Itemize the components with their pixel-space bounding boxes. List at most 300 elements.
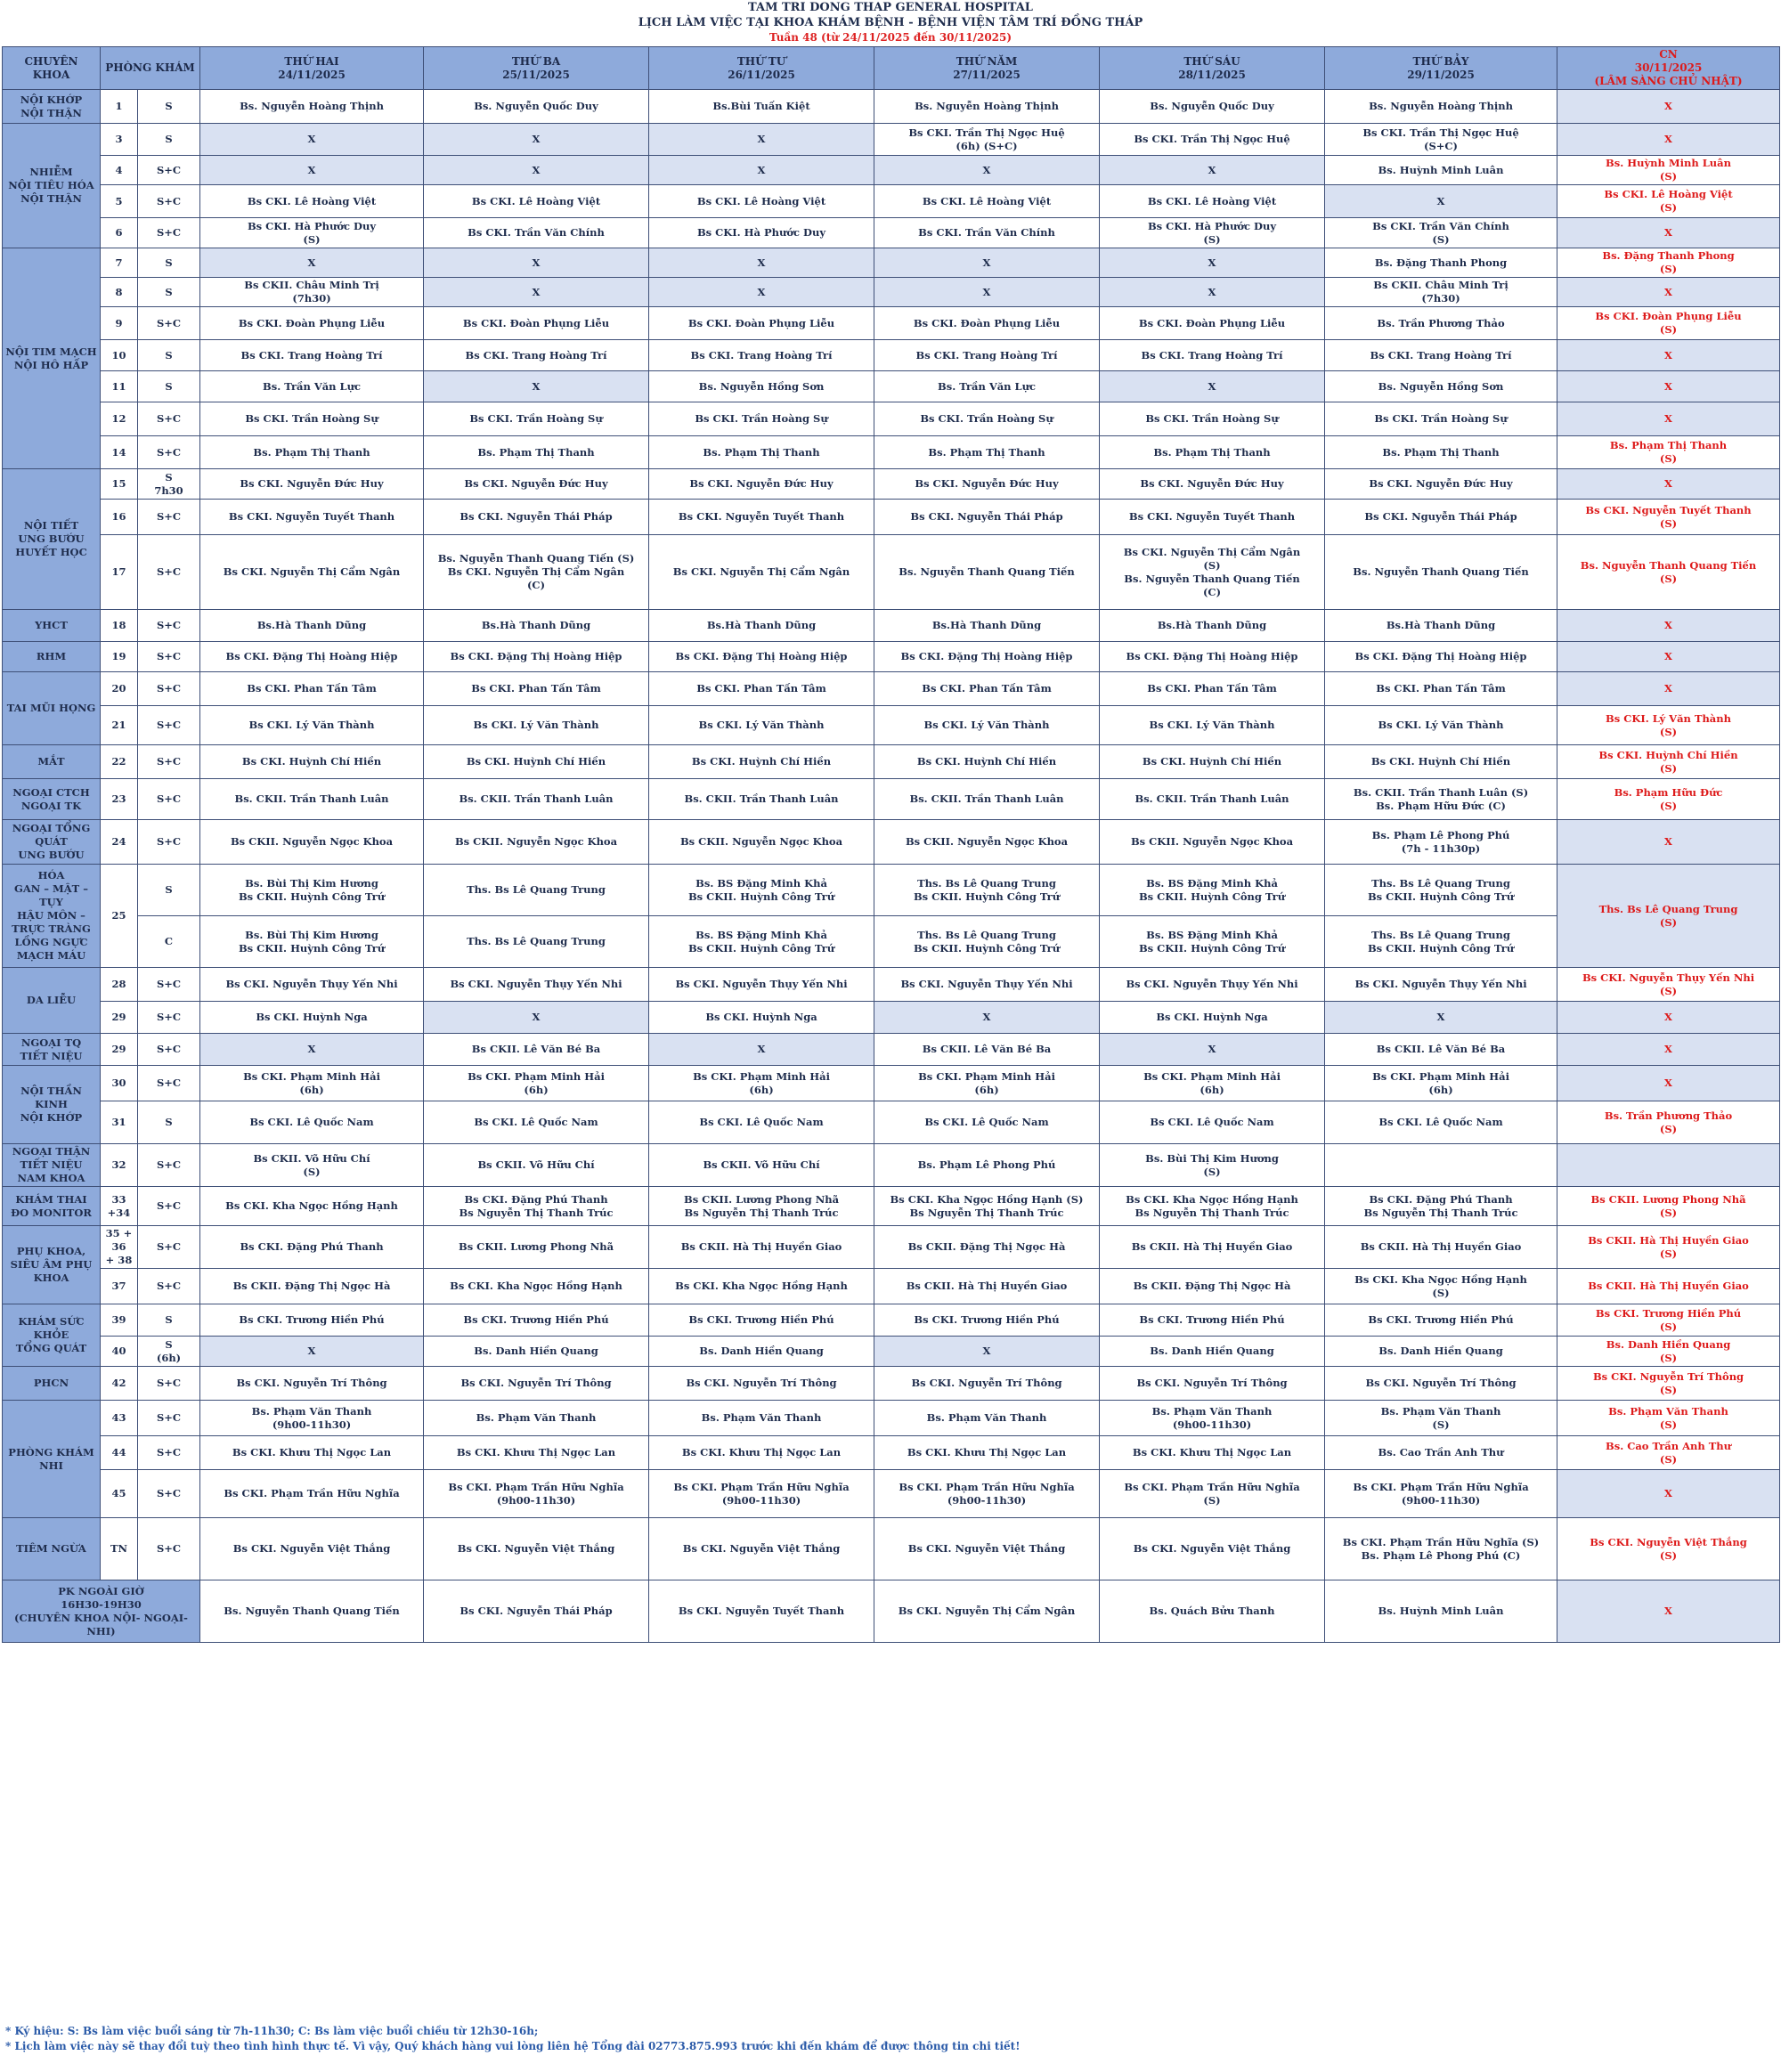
doctor-cell: Bs.Hà Thanh Dũng [874,610,1100,642]
col-header-specialty: CHUYÊN KHOA [3,47,101,90]
doctor-cell: Bs CKII. Võ Hữu Chí [424,1144,649,1187]
room-number: 44 [101,1436,138,1470]
col-header-day: THỨ SÁU 28/11/2025 [1100,47,1325,90]
doctor-cell: X [649,124,874,156]
doctor-cell: Bs. Danh Hiền Quang [1325,1337,1557,1367]
room-number: 40 [101,1337,138,1367]
specialty-cell: TAI MŨI HỌNG [3,672,101,745]
doctor-cell: X [424,278,649,307]
doctor-cell: Bs. Phạm Văn Thanh (9h00-11h30) [1100,1401,1325,1436]
room-number: 18 [101,610,138,642]
doctor-cell: Bs CKI. Kha Ngọc Hồng Hạnh Bs Nguyễn Thị Thanh Trúc [1100,1187,1325,1226]
sunday-cell: Bs. Phạm Thị Thanh (S) [1557,436,1780,469]
sunday-cell: Bs CKI. Nguyễn Thụy Yến Nhi (S) [1557,968,1780,1002]
sunday-cell: Bs CKII. Hà Thị Huyền Giao [1557,1269,1780,1304]
doctor-cell: Bs. Bùi Thị Kim Hương (S) [1100,1144,1325,1187]
doctor-cell: Bs CKII. Lê Văn Bé Ba [424,1034,649,1066]
doctor-cell: Ths. Bs Lê Quang Trung [424,865,649,916]
doctor-cell: Bs CKI. Kha Ngọc Hồng Hạnh [200,1187,424,1226]
doctor-cell: Bs CKI. Đặng Thị Hoàng Hiệp [649,642,874,672]
table-row [3,865,1780,916]
doctor-cell: Bs. Nguyễn Hoàng Thịnh [1325,90,1557,124]
room-number: 10 [101,340,138,371]
room-number: 16 [101,500,138,535]
shift-cell: S [138,1101,200,1144]
doctor-cell: Bs CKI. Trần Hoàng Sự [874,402,1100,436]
doctor-cell: Bs CKI. Phan Tấn Tâm [874,672,1100,706]
col-header-day: THỨ HAI 24/11/2025 [200,47,424,90]
doctor-cell: Bs CKI. Nguyễn Trí Thông [1325,1367,1557,1401]
shift-cell: S+C [138,706,200,745]
specialty-cell: NGOẠI TQ TIẾT NIỆU [3,1034,101,1066]
table-row [3,278,1780,307]
doctor-cell: Bs. Bùi Thị Kim Hương Bs CKII. Huỳnh Công Trứ [200,865,424,916]
doctor-cell: Bs CKI. Trần Hoàng Sự [1325,402,1557,436]
doctor-cell: Bs CKI. Trần Thị Ngọc Huệ (6h) (S+C) [874,124,1100,156]
doctor-cell: X [1100,156,1325,185]
doctor-cell: Bs. Nguyễn Thanh Quang Tiến [200,1580,424,1643]
shift-cell: S+C [138,1401,200,1436]
sunday-cell: Bs. Huỳnh Minh Luân (S) [1557,156,1780,185]
room-number: 6 [101,218,138,248]
specialty-cell: YHCT [3,610,101,642]
doctor-cell: Bs CKI. Nguyễn Thị Cẩm Ngân [874,1580,1100,1643]
doctor-cell: Bs. Nguyễn Quốc Duy [424,90,649,124]
sunday-cell: X [1557,820,1780,865]
room-number: 30 [101,1066,138,1101]
table-row [3,1436,1780,1470]
doctor-cell: Bs CKI. Đặng Thị Hoàng Hiệp [1100,642,1325,672]
shift-cell: S+C [138,535,200,610]
doctor-cell: Bs CKI. Lý Văn Thành [1100,706,1325,745]
doctor-cell: Bs.Hà Thanh Dũng [1100,610,1325,642]
doctor-cell: X [200,248,424,278]
sunday-cell: Bs CKI. Nguyễn Trí Thông (S) [1557,1367,1780,1401]
doctor-cell: Bs CKI. Đoàn Phụng Liễu [874,307,1100,340]
room-number: 12 [101,402,138,436]
sunday-cell: X [1557,218,1780,248]
doctor-cell: Bs CKII. Nguyễn Ngọc Khoa [200,820,424,865]
table-row [3,820,1780,865]
doctor-cell: Bs. CKII. Trần Thanh Luân (S) Bs. Phạm Hữu Đức (C) [1325,779,1557,820]
doctor-cell: X [874,278,1100,307]
doctor-cell: Bs.Hà Thanh Dũng [649,610,874,642]
doctor-cell: X [649,1034,874,1066]
table-row [3,185,1780,218]
room-number: 7 [101,248,138,278]
doctor-cell: Bs CKI. Nguyễn Trí Thông [649,1367,874,1401]
room-number: 32 [101,1144,138,1187]
doctor-cell: Bs CKI. Phạm Trần Hữu Nghĩa (S) [1100,1470,1325,1518]
specialty-cell: HÓA GAN – MẬT – TỤY HẬU MÔN – TRỰC TRÀNG LỒNG NGỰC MẠCH MÁU [3,865,101,968]
room-number: 17 [101,535,138,610]
specialty-cell: KHÁM SỨC KHỎE TỔNG QUÁT [3,1304,101,1367]
doctor-cell: Bs CKII. Đặng Thị Ngọc Hà [874,1226,1100,1269]
doctor-cell: Bs CKI. Nguyễn Thái Pháp [424,1580,649,1643]
room-number: 45 [101,1470,138,1518]
doctor-cell: Bs CKI. Phạm Minh Hải (6h) [649,1066,874,1101]
doctor-cell: Bs CKI. Đoàn Phụng Liễu [424,307,649,340]
table-row [3,1470,1780,1518]
doctor-cell: Bs CKI. Nguyễn Thị Cẩm Ngân (S) Bs. Nguyễn Thanh Quang Tiến (C) [1100,535,1325,610]
doctor-cell: Bs. Bùi Thị Kim Hương Bs CKII. Huỳnh Công Trứ [200,916,424,968]
doctor-cell: Bs CKI. Nguyễn Thụy Yến Nhi [874,968,1100,1002]
specialty-cell: PHCN [3,1367,101,1401]
doctor-cell: Bs CKI. Nguyễn Thụy Yến Nhi [1325,968,1557,1002]
doctor-cell: Bs. Nguyễn Quốc Duy [1100,90,1325,124]
doctor-cell: Bs CKII. Nguyễn Ngọc Khoa [1100,820,1325,865]
shift-cell: S+C [138,307,200,340]
doctor-cell: Bs CKI. Nguyễn Thụy Yến Nhi [1100,968,1325,1002]
doctor-cell: Bs CKI. Phạm Minh Hải (6h) [1325,1066,1557,1101]
doctor-cell: Bs CKI. Nguyễn Thị Cẩm Ngân [200,535,424,610]
doctor-cell: X [874,248,1100,278]
table-row [3,672,1780,706]
specialty-cell: NHIỄM NỘI TIÊU HÓA NỘI THẬN [3,124,101,248]
doctor-cell: X [424,124,649,156]
room-number: 5 [101,185,138,218]
doctor-cell: Bs CKI. Đặng Phú Thanh [200,1226,424,1269]
doctor-cell: Bs CKII. Hà Thị Huyền Giao [649,1226,874,1269]
shift-cell: S [138,371,200,402]
doctor-cell: X [424,1002,649,1034]
doctor-cell: X [874,1002,1100,1034]
doctor-cell: Bs CKI. Huỳnh Nga [200,1002,424,1034]
doctor-cell: Bs CKI. Huỳnh Nga [1100,1002,1325,1034]
doctor-cell: Bs CKI. Trần Hoàng Sự [200,402,424,436]
doctor-cell: Bs. Phạm Thị Thanh [1325,436,1557,469]
doctor-cell: Bs CKI. Huỳnh Chí Hiền [424,745,649,779]
col-header-day: THỨ BẢY 29/11/2025 [1325,47,1557,90]
shift-cell: S+C [138,185,200,218]
table-row [3,745,1780,779]
table-row [3,1226,1780,1269]
room-number: 24 [101,820,138,865]
doctor-cell: Bs CKI. Đặng Phú Thanh Bs Nguyễn Thị Thanh Trúc [1325,1187,1557,1226]
sunday-cell: Bs CKII. Hà Thị Huyền Giao (S) [1557,1226,1780,1269]
sunday-cell: X [1557,402,1780,436]
footer-notes [5,2024,1020,2054]
table-row [3,1401,1780,1436]
doctor-cell: Bs. CKII. Trần Thanh Luân [874,779,1100,820]
sunday-cell: Bs CKI. Trương Hiền Phú (S) [1557,1304,1780,1337]
doctor-cell: Bs CKI. Phạm Minh Hải (6h) [200,1066,424,1101]
doctor-cell: Bs CKI. Huỳnh Nga [649,1002,874,1034]
specialty-cell: RHM [3,642,101,672]
table-row [3,706,1780,745]
shift-cell: S+C [138,672,200,706]
sunday-cell: Bs. Nguyễn Thanh Quang Tiến (S) [1557,535,1780,610]
room-number: 4 [101,156,138,185]
doctor-cell: Bs CKI. Phạm Minh Hải (6h) [424,1066,649,1101]
doctor-cell: Bs CKI. Lê Quốc Nam [424,1101,649,1144]
shift-cell: S+C [138,610,200,642]
specialty-cell: TIÊM NGỪA [3,1518,101,1580]
specialty-cell: KHÁM THAI ĐO MONITOR [3,1187,101,1226]
doctor-cell: Bs.Hà Thanh Dũng [200,610,424,642]
doctor-cell: Bs. Cao Trần Anh Thư [1325,1436,1557,1470]
shift-cell: S+C [138,402,200,436]
doctor-cell: Bs CKI. Khưu Thị Ngọc Lan [424,1436,649,1470]
doctor-cell: Bs CKI. Trần Thị Ngọc Huệ [1100,124,1325,156]
after-hours-label: PK NGOÀI GIỜ 16H30-19H30 (CHUYÊN KHOA NỘI- NGOẠI-NHI) [3,1580,200,1643]
doctor-cell: Bs CKI. Nguyễn Thụy Yến Nhi [424,968,649,1002]
footer-legend: * Ký hiệu: S: Bs làm việc buổi sáng từ 7h-11h30; C: Bs làm việc buổi chiều từ 12h30-16h; [5,2025,539,2037]
table-row [3,1269,1780,1304]
doctor-cell: Bs CKII. Đặng Thị Ngọc Hà [200,1269,424,1304]
doctor-cell: Bs. CKII. Trần Thanh Luân [424,779,649,820]
doctor-cell: Bs CKI. Nguyễn Thái Pháp [874,500,1100,535]
doctor-cell: Bs CKI. Trương Hiền Phú [1325,1304,1557,1337]
specialty-cell: NGOẠI TỔNG QUÁT UNG BƯỚU [3,820,101,865]
room-number: 15 [101,469,138,500]
doctor-cell: X [874,1337,1100,1367]
doctor-cell: Bs. Phạm Thị Thanh [874,436,1100,469]
doctor-cell: Bs CKI. Kha Ngọc Hồng Hạnh [424,1269,649,1304]
doctor-cell: Bs CKII. Đặng Thị Ngọc Hà [1100,1269,1325,1304]
doctor-cell: Bs CKII. Nguyễn Ngọc Khoa [874,820,1100,865]
doctor-cell: Bs CKI. Trang Hoàng Trí [649,340,874,371]
doctor-cell: Bs. Phạm Văn Thanh [874,1401,1100,1436]
doctor-cell: Bs CKI. Phạm Trần Hữu Nghĩa [200,1470,424,1518]
doctor-cell: Bs CKI. Nguyễn Đức Huy [874,469,1100,500]
table-row [3,340,1780,371]
doctor-cell: Bs CKI. Lê Hoàng Việt [649,185,874,218]
doctor-cell: Bs CKI. Đặng Thị Hoàng Hiệp [1325,642,1557,672]
doctor-cell: Bs. Phạm Văn Thanh (S) [1325,1401,1557,1436]
doctor-cell: Ths. Bs Lê Quang Trung Bs CKII. Huỳnh Công Trứ [874,865,1100,916]
table-row [3,1367,1780,1401]
doctor-cell: Bs CKI. Đoàn Phụng Liễu [200,307,424,340]
room-number: 3 [101,124,138,156]
table-row [3,156,1780,185]
shift-cell: S [138,340,200,371]
doctor-cell: Bs CKI. Nguyễn Đức Huy [424,469,649,500]
doctor-cell: Bs. Phạm Thị Thanh [424,436,649,469]
room-number: 23 [101,779,138,820]
doctor-cell: Bs CKI. Nguyễn Đức Huy [1325,469,1557,500]
table-row [3,1187,1780,1226]
doctor-cell: Bs. Phạm Văn Thanh [649,1401,874,1436]
room-number: 25 [101,865,138,968]
table-row [3,402,1780,436]
doctor-cell: Bs CKI. Nguyễn Việt Thắng [1100,1518,1325,1580]
doctor-cell: Bs. Nguyễn Thanh Quang Tiến [874,535,1100,610]
doctor-cell: Bs CKII. Nguyễn Ngọc Khoa [649,820,874,865]
table-row [3,610,1780,642]
specialty-cell: NỘI TIẾT UNG BƯỚU HUYẾT HỌC [3,469,101,610]
doctor-cell: X [1325,1002,1557,1034]
doctor-cell: Bs. Quách Bửu Thanh [1100,1580,1325,1643]
doctor-cell: Bs CKI. Lê Quốc Nam [874,1101,1100,1144]
doctor-cell: Bs CKI. Nguyễn Việt Thắng [874,1518,1100,1580]
doctor-cell: Bs CKI. Lê Quốc Nam [649,1101,874,1144]
sunday-cell: Bs. Phạm Hữu Đức (S) [1557,779,1780,820]
shift-cell: S+C [138,1034,200,1066]
doctor-cell: Bs CKI. Phạm Trần Hữu Nghĩa (9h00-11h30) [874,1470,1100,1518]
table-row [3,371,1780,402]
shift-cell: S+C [138,745,200,779]
doctor-cell: Bs CKI. Đặng Phú Thanh Bs Nguyễn Thị Thanh Trúc [424,1187,649,1226]
doctor-cell: Bs CKI. Kha Ngọc Hồng Hạnh [649,1269,874,1304]
hospital-name: TAM TRI DONG THAP GENERAL HOSPITAL [748,1,1033,14]
shift-cell: S (6h) [138,1337,200,1367]
doctor-cell: Bs CKI. Nguyễn Trí Thông [200,1367,424,1401]
doctor-cell: X [649,156,874,185]
doctor-cell: Bs. Trần Văn Lực [874,371,1100,402]
specialty-cell: NỘI TIM MẠCH NỘI HÔ HẤP [3,248,101,469]
doctor-cell: Bs.Bùi Tuấn Kiệt [649,90,874,124]
doctor-cell: Bs. Huỳnh Minh Luân [1325,1580,1557,1643]
doctor-cell: Bs CKI. Phan Tấn Tâm [200,672,424,706]
doctor-cell: Bs CKII. Lương Phong Nhã Bs Nguyễn Thị Thanh Trúc [649,1187,874,1226]
doctor-cell: Bs. Trần Phương Thảo [1325,307,1557,340]
doctor-cell: Bs. Phạm Văn Thanh (9h00-11h30) [200,1401,424,1436]
shift-cell: S+C [138,156,200,185]
room-number: 21 [101,706,138,745]
doctor-cell: Bs CKI. Lê Hoàng Việt [1100,185,1325,218]
doctor-cell: Bs CKI. Lê Quốc Nam [1100,1101,1325,1144]
doctor-cell: Bs. Huỳnh Minh Luân [1325,156,1557,185]
doctor-cell [1325,1144,1557,1187]
shift-cell: S+C [138,779,200,820]
schedule-table [2,46,1780,1643]
sunday-cell [1557,1144,1780,1187]
shift-cell: S+C [138,642,200,672]
doctor-cell: Bs. Nguyễn Hoàng Thịnh [200,90,424,124]
doctor-cell: Bs. Phạm Văn Thanh [424,1401,649,1436]
room-number: 35 + 36 + 38 [101,1226,138,1269]
doctor-cell: Bs CKI. Nguyễn Thụy Yến Nhi [649,968,874,1002]
room-number: 28 [101,968,138,1002]
specialty-cell: DA LIỄU [3,968,101,1034]
room-number: 42 [101,1367,138,1401]
col-header-day: THỨ BA 25/11/2025 [424,47,649,90]
table-row [3,1144,1780,1187]
sunday-cell: Bs. Danh Hiền Quang (S) [1557,1337,1780,1367]
doctor-cell: X [424,371,649,402]
doctor-cell: Bs CKI. Trang Hoàng Trí [200,340,424,371]
doctor-cell: Bs CKI. Huỳnh Chí Hiền [874,745,1100,779]
doctor-cell: Bs CKI. Lê Quốc Nam [200,1101,424,1144]
page-title: LỊCH LÀM VIỆC TẠI KHOA KHÁM BỆNH - BỆNH VIỆN TÂM TRÍ ĐỒNG THÁP [638,16,1143,29]
specialty-cell: NGOẠI CTCH NGOẠI TK [3,779,101,820]
doctor-cell: Bs CKI. Nguyễn Việt Thắng [424,1518,649,1580]
table-row [3,968,1780,1002]
doctor-cell: Bs CKI. Phan Tấn Tâm [1100,672,1325,706]
col-header-day: THỨ NĂM 27/11/2025 [874,47,1100,90]
doctor-cell: Bs CKI. Trương Hiền Phú [874,1304,1100,1337]
doctor-cell: Bs CKII. Lương Phong Nhã [424,1226,649,1269]
doctor-cell: Bs CKII. Nguyễn Ngọc Khoa [424,820,649,865]
doctor-cell: Bs CKI. Phạm Trần Hữu Nghĩa (9h00-11h30) [1325,1470,1557,1518]
specialty-cell: MẮT [3,745,101,779]
sunday-cell: Bs CKII. Lương Phong Nhã (S) [1557,1187,1780,1226]
room-number: 39 [101,1304,138,1337]
doctor-cell: Bs CKI. Hà Phước Duy (S) [1100,218,1325,248]
shift-cell: S [138,278,200,307]
doctor-cell: Bs. BS Đặng Minh Khả Bs CKII. Huỳnh Công Trứ [649,916,874,968]
doctor-cell: Bs CKII. Hà Thị Huyền Giao [1325,1226,1557,1269]
sunday-cell: X [1557,1470,1780,1518]
doctor-cell: Bs. Danh Hiền Quang [649,1337,874,1367]
doctor-cell: Bs CKI. Lý Văn Thành [649,706,874,745]
doctor-cell: Bs. BS Đặng Minh Khả Bs CKII. Huỳnh Công Trứ [1100,916,1325,968]
doctor-cell: Bs. Phạm Lê Phong Phú [874,1144,1100,1187]
sunday-cell: Bs CKI. Đoàn Phụng Liễu (S) [1557,307,1780,340]
sunday-cell: Ths. Bs Lê Quang Trung (S) [1557,865,1780,968]
doctor-cell: Bs. Nguyễn Thanh Quang Tiến (S) Bs CKI. Nguyễn Thị Cẩm Ngân (C) [424,535,649,610]
doctor-cell: Bs. Phạm Thị Thanh [649,436,874,469]
sunday-cell: X [1557,642,1780,672]
doctor-cell: Bs CKII. Lê Văn Bé Ba [1325,1034,1557,1066]
col-header-room: PHÒNG KHÁM [101,47,200,90]
doctor-cell: Ths. Bs Lê Quang Trung [424,916,649,968]
shift-cell: S+C [138,1269,200,1304]
doctor-cell: Bs CKI. Phạm Minh Hải (6h) [1100,1066,1325,1101]
doctor-cell: Bs CKII. Châu Minh Trị (7h30) [200,278,424,307]
doctor-cell: Bs CKI. Trang Hoàng Trí [424,340,649,371]
doctor-cell: Bs. Đặng Thanh Phong [1325,248,1557,278]
room-number: 19 [101,642,138,672]
sunday-cell: X [1557,469,1780,500]
sunday-cell: X [1557,1002,1780,1034]
doctor-cell: Bs CKI. Đặng Thị Hoàng Hiệp [200,642,424,672]
specialty-cell: PHÒNG KHÁM NHI [3,1401,101,1518]
doctor-cell: Bs CKI. Trương Hiền Phú [1100,1304,1325,1337]
footer-disclaimer: * Lịch làm việc này sẽ thay đổi tuỳ theo tình hình thực tế. Vì vậy, Quý khách hàng vui lòng liên hệ Tổng đài 02773.875.993 trước khi đến khám để được thông tin chi tiết! [5,2040,1021,2052]
table-row [3,1002,1780,1034]
page-header [0,0,1781,46]
doctor-cell: Bs CKI. Nguyễn Đức Huy [649,469,874,500]
doctor-cell: Bs CKI. Hà Phước Duy [649,218,874,248]
doctor-cell: Bs CKI. Nguyễn Việt Thắng [649,1518,874,1580]
shift-cell: S+C [138,1066,200,1101]
doctor-cell: Bs. BS Đặng Minh Khả Bs CKII. Huỳnh Công Trứ [649,865,874,916]
sunday-cell: Bs CKI. Lý Văn Thành (S) [1557,706,1780,745]
doctor-cell: Ths. Bs Lê Quang Trung Bs CKII. Huỳnh Công Trứ [1325,865,1557,916]
shift-cell: S+C [138,1226,200,1269]
room-number: 29 [101,1034,138,1066]
specialty-cell: NGOẠI THẬN TIẾT NIỆU NAM KHOA [3,1144,101,1187]
doctor-cell: Bs CKI. Đoàn Phụng Liễu [649,307,874,340]
doctor-cell: Bs CKI. Nguyễn Tuyết Thanh [1100,500,1325,535]
doctor-cell: Bs CKI. Lý Văn Thành [200,706,424,745]
doctor-cell: Bs CKI. Nguyễn Việt Thắng [200,1518,424,1580]
doctor-cell: Bs CKI. Lý Văn Thành [1325,706,1557,745]
room-number: 37 [101,1269,138,1304]
room-number: 43 [101,1401,138,1436]
doctor-cell: Bs CKII. Võ Hữu Chí (S) [200,1144,424,1187]
room-number: 33 +34 [101,1187,138,1226]
doctor-cell: Bs CKI. Trang Hoàng Trí [1325,340,1557,371]
sunday-cell: Bs. Trần Phương Thảo (S) [1557,1101,1780,1144]
table-row [3,779,1780,820]
room-number: 9 [101,307,138,340]
shift-cell: S+C [138,820,200,865]
doctor-cell: Bs CKI. Nguyễn Đức Huy [200,469,424,500]
shift-cell: S+C [138,1187,200,1226]
doctor-cell: Bs CKI. Nguyễn Trí Thông [1100,1367,1325,1401]
sunday-cell: Bs. Đặng Thanh Phong (S) [1557,248,1780,278]
doctor-cell: Bs CKI. Nguyễn Thái Pháp [1325,500,1557,535]
sunday-cell: X [1557,371,1780,402]
doctor-cell: Bs CKI. Hà Phước Duy (S) [200,218,424,248]
sunday-cell: X [1557,1034,1780,1066]
shift-cell: S 7h30 [138,469,200,500]
table-row [3,500,1780,535]
room-number: 8 [101,278,138,307]
